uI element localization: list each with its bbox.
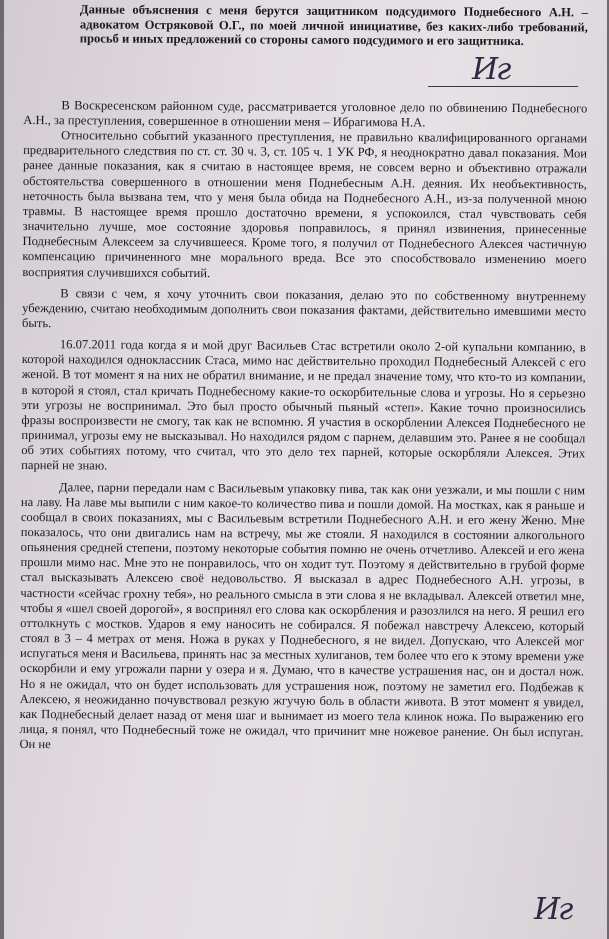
paragraph-3: В связи с чем, я хочу уточнить свои показания, делаю это по собственному внутреннему убеждению, считаю необходимым дополнить свои показания фактами, действительно имевшими место быть. xyxy=(21,285,587,331)
signature-top: Иг xyxy=(472,52,510,87)
paragraph-5: Далее, парни передали нам с Васильевым упаковку пива, так как они уезжали, и мы пошли с ним на лаву. На лаве мы выпили с ним какое-то количество пива и пошли домой. На мостках, как я раньше и сообщал в своих показаниях, мы с Васильевым встретили Поднебесного А.Н. и его жену Женю. Мне показалось, что они двигались нам на встречу, мы же стояли. Я находился в состоянии алкогольного опьянения средней степени, поэтому некоторые события помню не очень отчетливо. Алексей и его жена прошли мимо нас. Мне это не понравилось, что он ходит тут. Поэтому я действительно в грубой форме стал высказывать Алексею своё недовольство. Я высказал в адрес Поднебесного А.Н. угрозы, в частности «сейчас грохну тебя», но реального смысла в эти слова я не вкладывал. Алексей ответил мне, чтобы я «шел своей дорогой», я воспринял его слова как оскорбления и разозлился на него. Я решил его оттолкнуть с мостков. Ударов я ему наносить не собирался. Я побежал навстречу Алексею, который стоял в 3 – 4 метрах от меня. Ножа в руках у Поднебесного, я не видел. Допускаю, что Алексей мог испугаться меня и Васильева, принять нас за местных хулиганов, тем более что его к этому времени уже оскорбили и ему угрожали парни у озера и я. Думаю, что в качестве устрашения нас, он и достал нож. Но я не ожидал, что он будет использовать для устрашения нож, поэтому не заметил его. Подбежав к Алексею, я неожиданно почувствовал резкую жгучую боль в области живота. В этот момент я увидел, как Поднебесный делает назад от меня шаг и вынимает из моего тела клинок ножа. По выражению его лица, я понял, что Поднебесный тоже не ожидал, что причинит мне ножевое ранение. Он был испуган. Он не xyxy=(19,479,586,752)
paragraph-1: В Воскресенском районном суде, рассматривается уголовное дело по обвинению Поднебесного А.Н., за преступления, совершенное в отношении меня – Ибрагимова Н.А. xyxy=(23,98,588,130)
header-note: Данные объяснения с меня берутся защитником подсудимого Поднебесного А.Н. – адвокатом Остряковой О.Г., по моей личной инициативе, без каких-либо требований, просьб и иных предложений со стороны самого подсудимого и его защитника. xyxy=(79,2,588,49)
paragraph-4: 16.07.2011 года когда я и мой друг Васильев Стас встретили около 2-ой купальни компанию, в которой находился одноклассник Стаса, мимо нас действительно проходил Поднебесный Алексей с его женой. В тот момент я на них не обратил внимание, и не предал значение тому, что кто-то из компании, в которой я стоял, стал кричать Поднебесному какие-то оскорбительные слова и угрозы. Но я серьезно эти угрозы не воспринимал. Это был просто обычный пьяный «степ». Какие точно произносились фразы воспроизвести не смогу, так как не вспомню. Я участия в оскорблении Алексея Поднебесного не принимал, угрозы ему не высказывал. Но находился рядом с парнем, делавшим это. Ранее я не сообщал об этих событиях потому, что считал, что это дело тех парней, которые оскорбляли Алексея. Этих парней не знаю. xyxy=(21,337,586,473)
document-page xyxy=(4,0,607,939)
signature-bottom: Иг xyxy=(534,892,572,927)
paragraph-2: Относительно событий указанного преступления, не правильно квалифицированного органами предварительного следствия по ст. ст. 30 ч. 3, ст. 105 ч. 1 УК РФ, я неоднократно давал показания. Мои ранее данные показания, как я считаю в настоящее время, не совсем верно и объективно отражали обстоятельства совершенного в отношении меня Поднебесным А.Н. деяния. Их необъективность, неточность была вызвана тем, что у меня была обида на Поднебесного А.Н., из-за полученной мною травмы. В настоящее время прошло достаточно времени, я успокоился, стал чувствовать себя значительно лучше, мое состояние здоровья поправилось, я принял извинения, принесенные Поднебесным Алексеем за случившееся. Кроме того, я получил от Поднебесного Алексея частичную компенсацию причиненного мне морального вреда. Все это способствовало изменению моего восприятия случившихся событий. xyxy=(22,128,588,280)
document-body xyxy=(19,2,588,756)
